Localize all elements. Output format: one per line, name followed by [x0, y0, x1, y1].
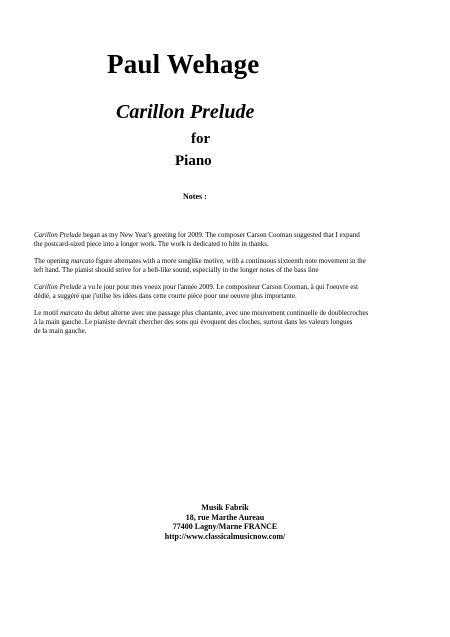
publisher-street: 18, rue Marthe Aureau — [185, 512, 265, 522]
notes-line: de la main gauche. — [34, 327, 87, 335]
publisher-url: http://www.classicalmusicnow.com/ — [164, 531, 286, 541]
notes-paragraph-2 — [34, 257, 424, 275]
for-label: for — [191, 131, 211, 147]
italic-term: marcato — [60, 309, 84, 317]
notes-line: The opening marcato figure alternates with a more songlike motive, with a continuous sixteenth note movement in the — [34, 257, 366, 265]
publisher-name: Musik Fabrik — [201, 503, 249, 512]
italic-term: Carillon Prelude — [34, 231, 82, 239]
notes-heading: Notes : — [183, 192, 207, 201]
notes-line: the postcard-sized piece into a longer work. The work is dedicated to him in thanks. — [34, 240, 269, 248]
notes-line: à la main gauche. Le pianiste devrait chercher des sons qui évoquent des cloches, surtout dans les valeurs longues — [34, 318, 353, 326]
notes-paragraph-1 — [34, 231, 424, 249]
notes-line: Carillon Prelude a vu le jour pour mes voeux pour l'année 2009. Le compositeur Carson Cooman, à qui l'oeuvre est — [34, 283, 359, 291]
notes-body — [34, 231, 424, 344]
notes-line: left hand. The pianist should strive for a bell-like sound, especially in the longer notes of the bass line — [34, 266, 319, 274]
instrument-label: Piano — [175, 153, 212, 169]
publisher-block — [0, 503, 450, 541]
notes-line: Le motif marcato du debut alterne avec une passage plus chantante, avec une mouvement continuelle de doublecroches — [34, 309, 369, 317]
notes-paragraph-3 — [34, 283, 424, 301]
publisher-city: 77400 Lagny/Marne FRANCE — [172, 522, 278, 531]
composer-name: Paul Wehage — [107, 49, 260, 79]
notes-line: Carillon Prelude began as my New Year's greeting for 2009. The composer Carson Cooman suggested that I expand — [34, 231, 360, 239]
italic-term: Carillon Prelude — [34, 283, 82, 291]
piece-title: Carillon Prelude — [116, 101, 255, 123]
notes-line: dédié, a suggéré que j'utilse les idées dans cette courte pièce pour une oeuvre plus importante. — [34, 292, 297, 300]
italic-term: marcato — [70, 257, 95, 265]
notes-paragraph-4 — [34, 309, 424, 336]
